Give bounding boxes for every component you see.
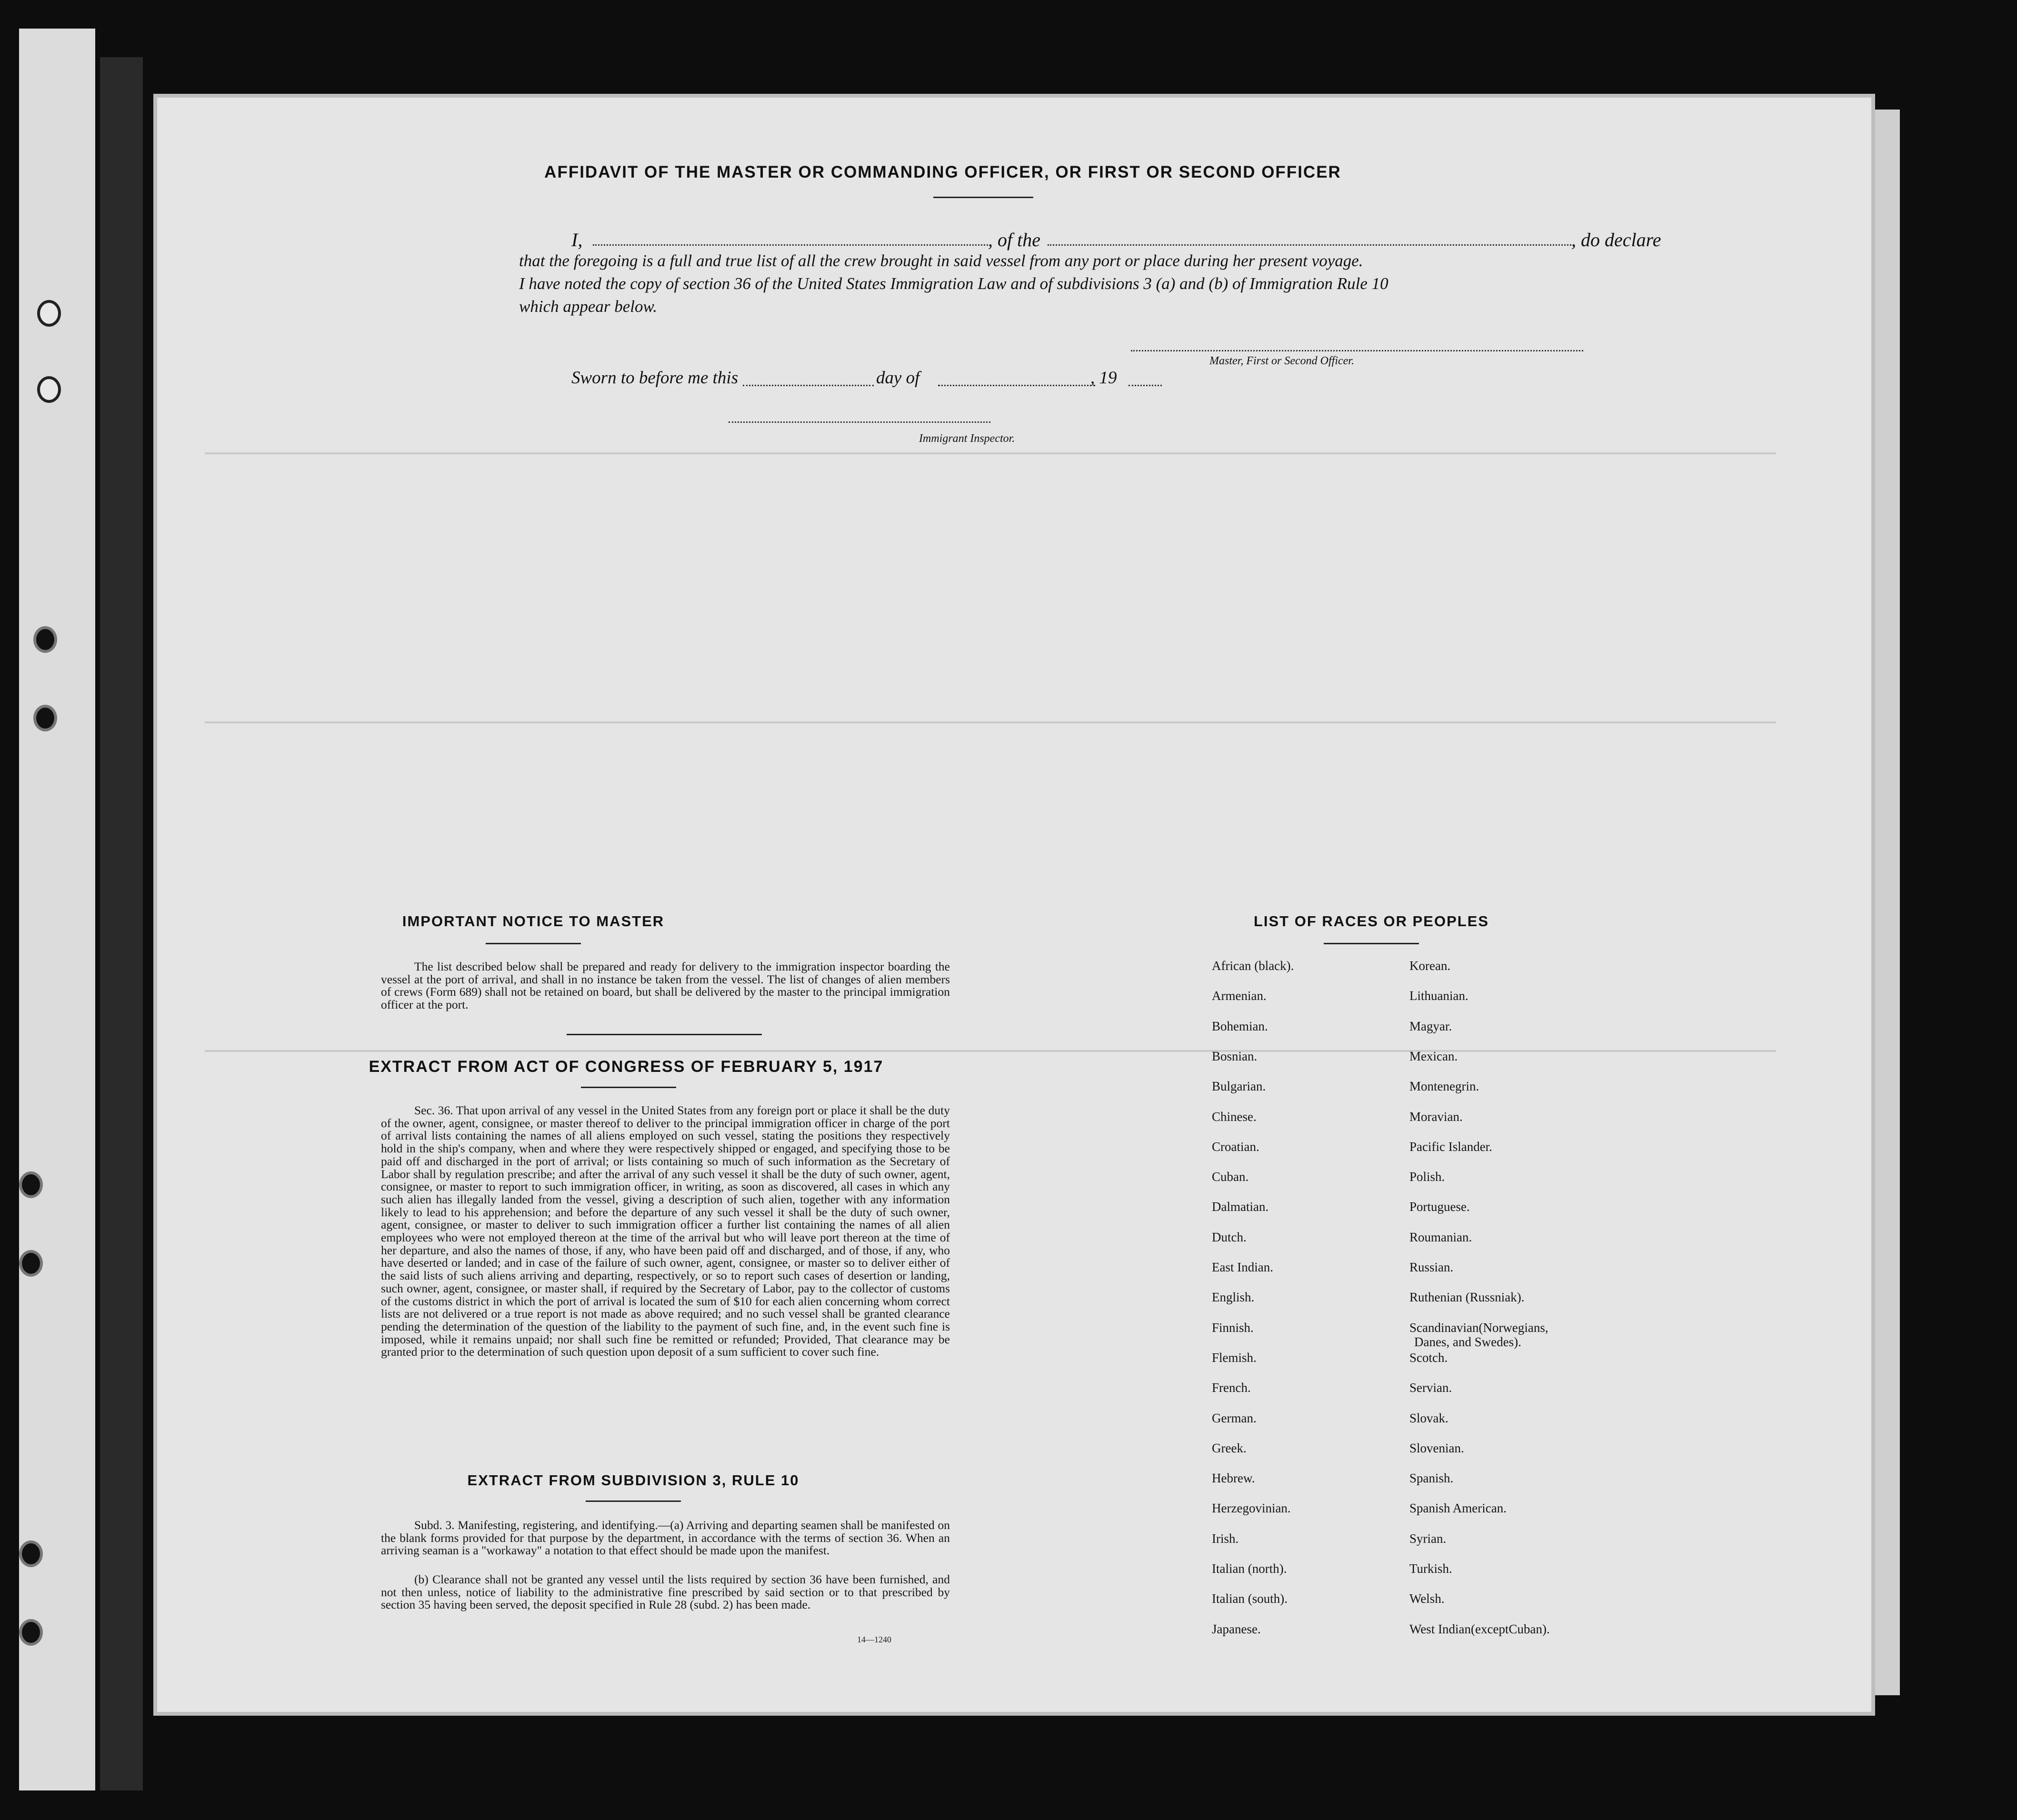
affidavit-do-declare: , do declare <box>1571 229 1661 250</box>
binder-hole <box>37 300 61 327</box>
race-item: Japanese. <box>1212 1621 1261 1636</box>
year-prefix: , 19 <box>1090 368 1117 388</box>
race-item: Dutch. <box>1212 1230 1247 1244</box>
sworn-month-field[interactable] <box>938 385 1095 386</box>
binder-hole <box>33 705 57 731</box>
binder-hole <box>19 1171 43 1198</box>
affidavit-line2: that the foregoing is a full and true list of all the crew brought in said vessel from any port or place during her present voyage. <box>519 251 1363 270</box>
race-item: Slovak. <box>1409 1410 1448 1425</box>
affidavit-line4: which appear below. <box>519 297 658 316</box>
rule-text-a: Subd. 3. Manifesting, registering, and identifying.—(a) Arriving and departing seamen shall be manifested on the blank forms provided for that purpose by the department, in accordance with the terms of section 36. When an arriving seaman is a "workaway" a notation to that effect should be made upon the manifest. <box>381 1518 950 1558</box>
race-item: West Indian(exceptCuban). <box>1409 1621 1550 1636</box>
race-item: Cuban. <box>1212 1170 1249 1184</box>
race-item: Turkish. <box>1409 1561 1452 1576</box>
rule-title: EXTRACT FROM SUBDIVISION 3, RULE 10 <box>467 1472 799 1489</box>
race-item: Roumanian. <box>1409 1230 1472 1244</box>
race-item: Ruthenian (Russniak). <box>1409 1290 1525 1305</box>
race-item: Moravian. <box>1409 1109 1463 1124</box>
race-item: Montenegrin. <box>1409 1079 1479 1094</box>
race-item: Dalmatian. <box>1212 1200 1269 1214</box>
binder-hole <box>19 1540 43 1567</box>
race-item: Herzegovinian. <box>1212 1501 1291 1516</box>
race-item: Greek. <box>1212 1440 1247 1455</box>
form-page <box>157 98 1871 1712</box>
binder-strip <box>19 29 95 1790</box>
race-item: Syrian. <box>1409 1531 1447 1546</box>
master-caption: Master, First or Second Officer. <box>1209 355 1354 367</box>
race-item: Croatian. <box>1212 1139 1259 1154</box>
sworn-year-field[interactable] <box>1128 385 1162 386</box>
race-item: Finnish. <box>1212 1320 1254 1335</box>
race-item: Pacific Islander. <box>1409 1139 1492 1154</box>
race-item: Bosnian. <box>1212 1049 1258 1063</box>
race-item: Scotch. <box>1409 1350 1448 1365</box>
notice-title: IMPORTANT NOTICE TO MASTER <box>402 913 665 930</box>
race-item: Danes, and Swedes). <box>1414 1334 1521 1349</box>
races-title: LIST OF RACES OR PEOPLES <box>1253 913 1489 930</box>
race-item: Bohemian. <box>1212 1019 1268 1033</box>
act-title: EXTRACT FROM ACT OF CONGRESS OF FEBRUARY 5, 1917 <box>369 1058 884 1076</box>
race-item: Spanish. <box>1409 1471 1454 1486</box>
race-item: Russian. <box>1409 1260 1454 1274</box>
race-item: Italian (north). <box>1212 1561 1287 1576</box>
race-item: Irish. <box>1212 1531 1239 1546</box>
binder-edge <box>100 57 143 1790</box>
affidavit-i-label: I, <box>571 229 583 250</box>
race-item: Magyar. <box>1409 1019 1452 1033</box>
master-signature-line[interactable] <box>1131 350 1583 351</box>
inspector-caption: Immigrant Inspector. <box>919 432 1015 445</box>
affidavit-title: AFFIDAVIT OF THE MASTER OR COMMANDING OFFICER, OR FIRST OR SECOND OFFICER <box>544 163 1341 181</box>
race-item: Flemish. <box>1212 1350 1257 1365</box>
race-item: Lithuanian. <box>1409 989 1468 1003</box>
binder-hole <box>37 376 61 403</box>
binder-hole <box>19 1250 43 1277</box>
inspector-signature-line[interactable] <box>729 421 990 423</box>
race-item: Mexican. <box>1409 1049 1458 1063</box>
sworn-day-field[interactable] <box>743 385 874 386</box>
race-item: Italian (south). <box>1212 1591 1288 1606</box>
race-item: Polish. <box>1409 1170 1445 1184</box>
race-item: English. <box>1212 1290 1255 1305</box>
affidavit-line3: I have noted the copy of section 36 of the United States Immigration Law and of subdivisions 3 (a) and (b) of Immigration Rule 10 <box>519 274 1388 293</box>
race-item: Armenian. <box>1212 989 1267 1003</box>
race-item: Hebrew. <box>1212 1471 1255 1486</box>
race-item: Servian. <box>1409 1380 1452 1395</box>
race-item: Spanish American. <box>1409 1501 1507 1516</box>
race-item: Portuguese. <box>1409 1200 1470 1214</box>
race-item: German. <box>1212 1410 1257 1425</box>
binder-hole <box>19 1619 43 1646</box>
race-item: East Indian. <box>1212 1260 1273 1274</box>
race-item: African (black). <box>1212 959 1294 973</box>
affidavit-of-the: , of the <box>988 229 1040 250</box>
form-number: 14—1240 <box>857 1635 891 1644</box>
sworn-label: Sworn to before me this <box>571 368 739 388</box>
race-item: Slovenian. <box>1409 1440 1464 1455</box>
act-text: Sec. 36. That upon arrival of any vessel in the United States from any foreign port or place it shall be the duty of the owner, agent, consignee, or master thereof to deliver to the principal immigration officer in charge of the port of arrival lists containing the names of all aliens employed on such vessel, stating the positions they respectively hold in the ship's company, when and where they were respectively shipped or engaged, and specifying those to be paid off and discharged in the port of arrival; or lists containing so much of such information as the Secretary of Labor shall by regulation prescribe; and after the arrival of any such vessel it shall be the duty of such owner, agent, consignee, or master to report to such immigration officer, in writing, as soon as discovered, all cases in which any such alien has illegally landed from the vessel, giving a description of such alien, together with any information likely to lead to his apprehension; and before the departure of any such vessel it shall be the duty of such owner, agent, consignee, or master to deliver to such immigration officer a further list containing the names of all alien employees who were not employed thereon at the time of the arrival but who will leave port thereon at the time of her departure, and also the names of those, if any, who have been paid off and discharged, and of those, if any, who have deserted or landed; and in case of the failure of such owner, agent, consignee, or master so to deliver either of the said lists of such aliens arriving and departing, respectively, or so to report such cases of desertion or landing, such owner, agent, consignee, or master shall, if required by the Secretary of Labor, pay to the collector of customs of the customs district in which the port of arrival is located the sum of $10 for each alien concerning whom correct lists are not delivered or a true report is not made as above required; and no such vessel shall be granted clearance pending the determination of the question of the liability to the payment of such fine, and, in the event such fine is imposed, while it remains unpaid; nor shall such fine be remitted or refunded; Provided, That clearance may be granted prior to the determination of such question upon deposit of a sum sufficient to cover such fine. <box>381 1103 950 1359</box>
race-item: Bulgarian. <box>1212 1079 1266 1094</box>
day-of-label: day of <box>876 368 920 388</box>
name-field[interactable] <box>593 244 988 246</box>
race-item: Welsh. <box>1409 1591 1445 1606</box>
vessel-field[interactable] <box>1048 244 1571 246</box>
race-item: Korean. <box>1409 959 1451 973</box>
race-item: Chinese. <box>1212 1109 1257 1124</box>
rule-text-b: (b) Clearance shall not be granted any vessel until the lists required by section 36 have been furnished, and not then unless, notice of liability to the administrative fine prescribed by said section or to that prescribed by section 35 having been served, the deposit specified in Rule 28 (subd. 2) has been made. <box>381 1572 950 1612</box>
binder-hole <box>33 626 57 653</box>
race-item: French. <box>1212 1380 1251 1395</box>
notice-text: The list described below shall be prepared and ready for delivery to the immigration inspector boarding the vessel at the port of arrival, and shall in no instance be taken from the vessel. The list of changes of alien members of crews (Form 689) shall not be retained on board, but shall be delivered by the master to the principal immigration officer at the port. <box>381 960 950 1012</box>
race-item: Scandinavian(Norwegians, <box>1409 1320 1548 1335</box>
